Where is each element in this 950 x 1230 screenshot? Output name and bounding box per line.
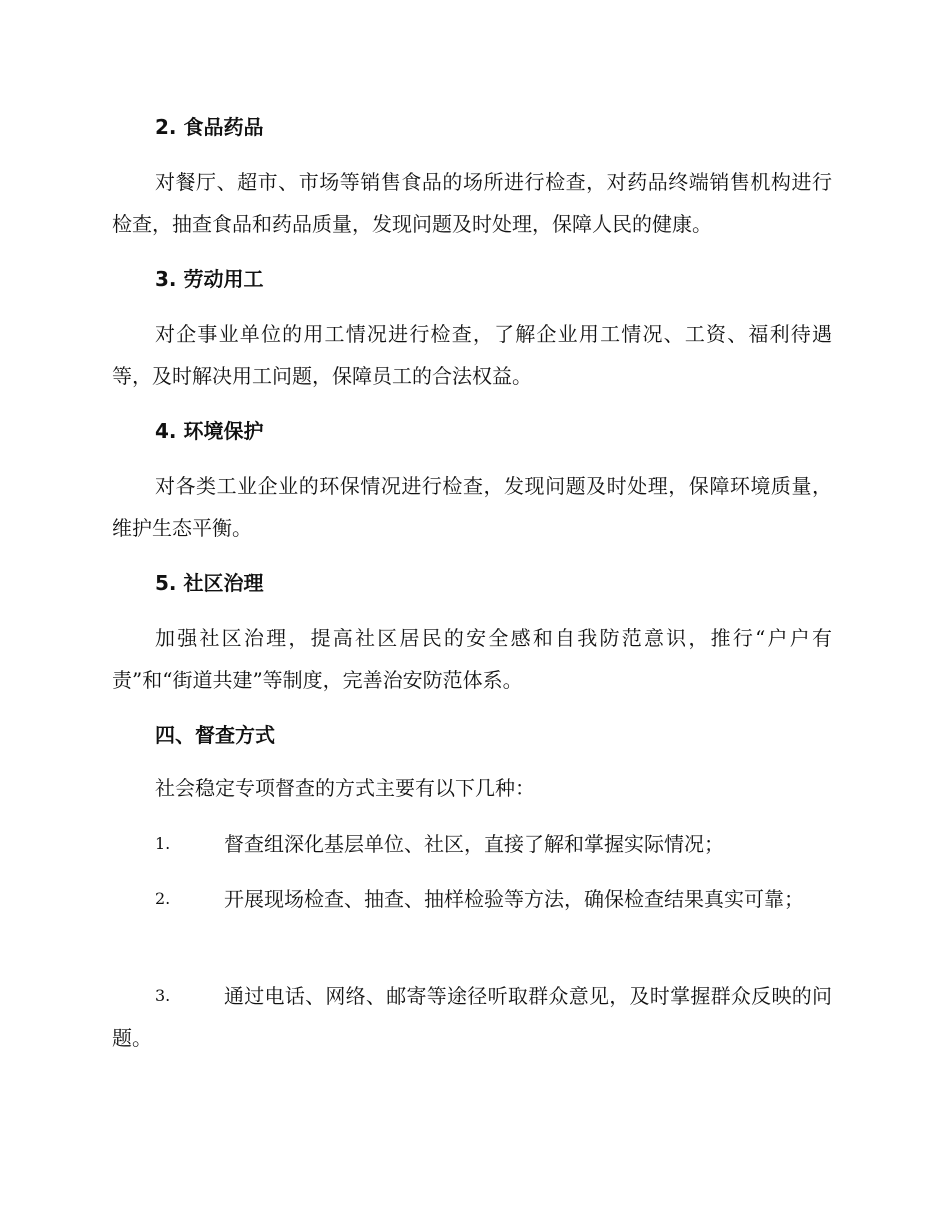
list-item-text: 通过电话、网络、邮寄等途径听取群众意见，及时掌握群众反映的问题。 bbox=[112, 984, 832, 1050]
list-item-number: 1. bbox=[155, 834, 171, 853]
section-body-labor: 对企事业单位的用工情况进行检查，了解企业用工情况、工资、福利待遇等，及时解决用工问题，保障员工的合法权益。 bbox=[112, 322, 832, 388]
list-item-text: 开展现场检查、抽查、抽样检验等方法，确保检查结果真实可靠； bbox=[224, 887, 804, 911]
section-heading-food-drugs: 2. 食品药品 bbox=[155, 115, 264, 139]
section-heading-environment: 4. 环境保护 bbox=[155, 419, 264, 443]
section-body-environment: 对各类工业企业的环保情况进行检查，发现问题及时处理，保障环境质量，维护生态平衡。 bbox=[112, 474, 832, 540]
list-item-text: 督查组深化基层单位、社区，直接了解和掌握实际情况； bbox=[224, 832, 724, 856]
section-heading-inspection-methods: 四、督查方式 bbox=[155, 723, 275, 747]
list-item-number: 3. bbox=[155, 986, 171, 1005]
section-body-community: 加强社区治理，提高社区居民的安全感和自我防范意识，推行“户户有责”和“街道共建”等制度，完善治安防范体系。 bbox=[112, 626, 832, 692]
list-item-number: 2. bbox=[155, 889, 171, 908]
document-page bbox=[112, 0, 832, 1230]
list-item bbox=[112, 878, 832, 920]
list-item bbox=[112, 975, 832, 1059]
section-heading-community: 5. 社区治理 bbox=[155, 571, 264, 595]
section-body-food-drugs: 对餐厅、超市、市场等销售食品的场所进行检查，对药品终端销售机构进行检查，抽查食品和药品质量，发现问题及时处理，保障人民的健康。 bbox=[112, 170, 832, 236]
section-heading-labor: 3. 劳动用工 bbox=[155, 267, 264, 291]
list-item bbox=[112, 823, 832, 865]
inspection-intro: 社会稳定专项督查的方式主要有以下几种： bbox=[155, 776, 535, 800]
